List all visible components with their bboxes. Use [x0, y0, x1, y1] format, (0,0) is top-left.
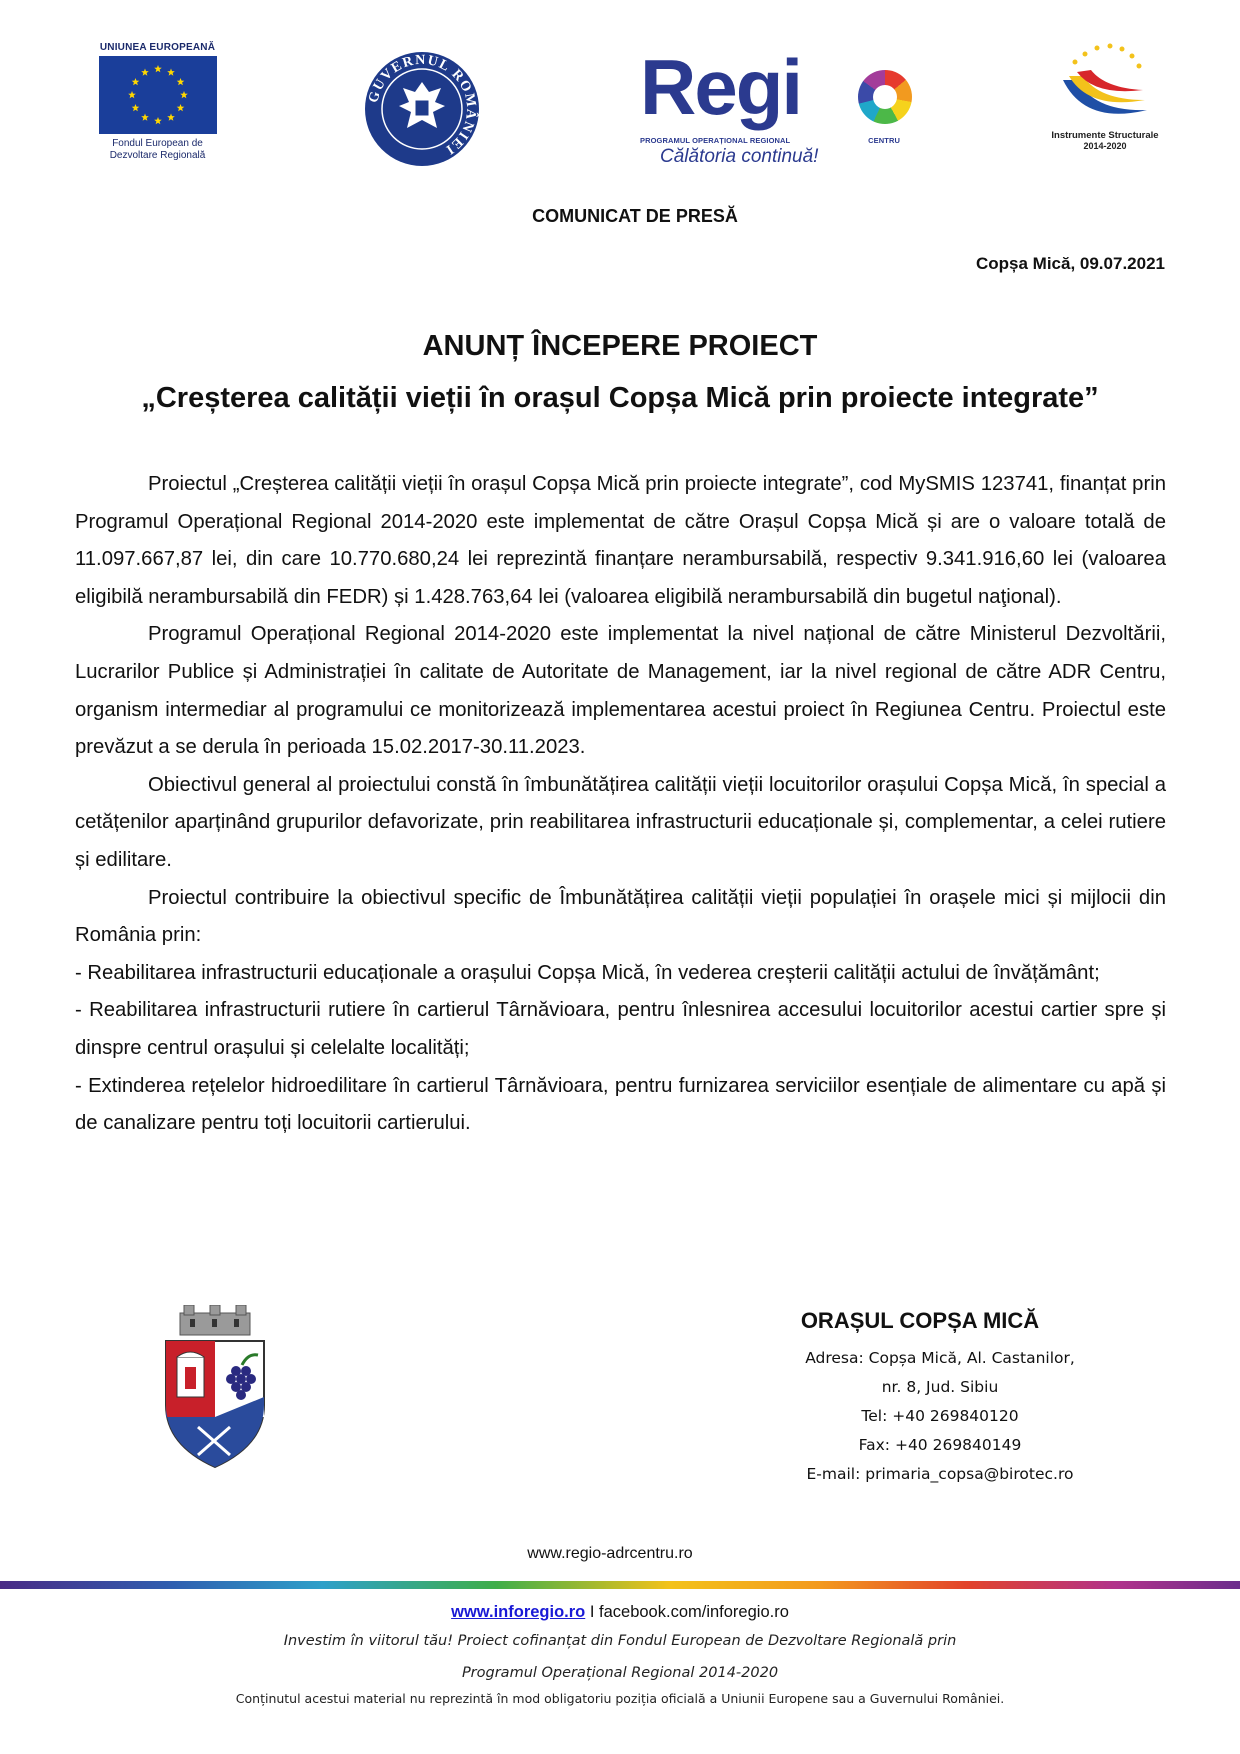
paragraph-program-implementation: Programul Operațional Regional 2014-2020 este implementat la nivel național de către Ministerul Dezvoltării, Lucrarilor Publice și Administrației în calitate de Autoritate de Management, iar la nivel regional de către ADR Centru, organism intermediar al programului ce monitorizează implementarea acestui proiect în Regiunea Centru. Proiectul este prevăzut a se derula în perioada 15.02.2017-30.11.2023. — [75, 623, 1166, 759]
structural-instruments-title: Instrumente Structurale — [1051, 130, 1159, 141]
inforegio-link[interactable]: www.inforegio.ro — [451, 1603, 586, 1621]
footer-funding-line-2: Programul Operațional Regional 2014-2020 — [461, 1665, 779, 1681]
regio-logo-slogan: Călătoria continuă! — [660, 146, 819, 167]
bullet-water-networks: - Extinderea rețelelor hidroedilitare în cartierul Târnăvioara, pentru furnizarea serviciilor esențiale de alimentare cu apă și de canalizare pentru toți locuitorii cartierului. — [75, 1074, 1166, 1135]
eu-logo-top-text: UNIUNEA EUROPEANĂ — [99, 42, 216, 53]
fax: Fax: +40 269840149 — [858, 1436, 1022, 1454]
eu-logo-fund-line1: Fondul European de — [112, 138, 203, 149]
organization-name: ORAȘUL COPȘA MICĂ — [800, 1308, 1040, 1333]
eu-logo-fund-line2: Dezvoltare Regională — [109, 150, 206, 161]
government-seal-icon — [363, 50, 481, 168]
structural-instruments-years: 2014-2020 — [1083, 141, 1127, 151]
rainbow-divider — [0, 1581, 1240, 1589]
footer-disclaimer: Conținutul acestui material nu reprezintă în mod obligatoriu poziția oficială a Uniunii Europene sau a Guvernului României. — [235, 1691, 1005, 1706]
header-logos — [0, 40, 1240, 170]
page-title: ANUNȚ ÎNCEPERE PROIECT — [422, 330, 818, 362]
town-coat-of-arms — [160, 1305, 270, 1470]
structural-instruments-logo — [1040, 40, 1170, 165]
press-release-label — [0, 206, 1240, 227]
bullet-road-infrastructure: - Reabilitarea infrastructurii rutiere în cartierul Târnăvioara, pentru înlesnirea accesului locuitorilor acestui cartier spre și dinspre centrul orașului și celelalte localități; — [75, 999, 1166, 1059]
regio-logo-subtitle — [640, 136, 910, 145]
email-address[interactable]: E-mail: primaria_copsa@birotec.ro — [806, 1465, 1074, 1483]
regional-website-link[interactable]: www.regio-adrcentru.ro — [527, 1545, 693, 1562]
paragraph-project-funding: Proiectul „Creșterea calității vieții în orașul Copșa Mică prin proiecte integrate”, cod MySMIS 123741, finanțat prin Programul Operațional Regional 2014-2020 este implementat de către Orașul Copșa Mică și are o valoare totală de 11.097.667,87 lei, din care 10.770.680,24 lei reprezintă finanțare nerambursabilă, respectiv 9.341.916,60 lei (valoarea eligibilă nerambursabilă din FEDR) și 1.428.763,64 lei (valoarea eligibilă nerambursabilă din bugetul naţional). — [75, 473, 1166, 608]
place-date-line: Copșa Mică, 09.07.2021 — [975, 254, 1165, 273]
address-line-2: nr. 8, Jud. Sibiu — [881, 1378, 999, 1396]
telephone: Tel: +40 269840120 — [861, 1407, 1019, 1425]
regional-website — [0, 1545, 1240, 1563]
regio-logo — [640, 43, 920, 168]
regio-color-ring-icon — [858, 70, 912, 124]
eu-flag-icon — [99, 56, 217, 134]
facebook-link[interactable]: facebook.com/inforegio.ro — [599, 1603, 789, 1621]
regio-logo-program: PROGRAMUL OPERAȚIONAL REGIONAL — [640, 136, 791, 145]
footer-links — [0, 1600, 1240, 1624]
footer-link-separator: I — [585, 1603, 600, 1621]
regio-logo-word: Regi — [640, 43, 802, 131]
press-release-label-text: COMUNICAT DE PRESĂ — [532, 206, 738, 226]
structural-instruments-icon — [1055, 40, 1155, 128]
press-release-body — [75, 466, 1166, 1143]
project-name-heading: „Creșterea calității vieții în orașul Copșa Mică prin proiecte integrate” — [141, 382, 1099, 414]
government-seal-text: GUVERNUL ROMÂNIEI — [366, 52, 479, 158]
government-seal-logo — [363, 50, 481, 168]
paragraph-specific-objective: Proiectul contribuire la obiectivul specific de Îmbunătățirea calității vieții populației în orașele mici și mijlocii din România prin: — [75, 886, 1166, 947]
footer-funding-line-1: Investim în viitorul tău! Proiect cofinanțat din Fondul European de Dezvoltare Regională prin — [283, 1633, 957, 1649]
regio-logo-region: CENTRU — [868, 136, 900, 145]
eu-logo — [95, 42, 220, 162]
paragraph-general-objective: Obiectivul general al proiectului constă în îmbunătățirea calității vieții locuitorilor orașului Copșa Mică, în special a cetățenilor aparținând grupurilor defavorizate, prin reabilitarea infrastructurii educaționale și, complementar, a celei rutiere și edilitare. — [75, 773, 1166, 871]
address-line-1: Adresa: Copșa Mică, Al. Castanilor, — [805, 1349, 1075, 1367]
coat-of-arms-icon — [160, 1305, 270, 1470]
bullet-educational-infrastructure: - Reabilitarea infrastructurii educaționale a orașului Copșa Mică, în vederea creșterii calității actului de învățământ; — [75, 961, 1100, 984]
footer — [0, 1600, 1240, 1710]
organization-contact-block — [760, 1308, 1120, 1489]
